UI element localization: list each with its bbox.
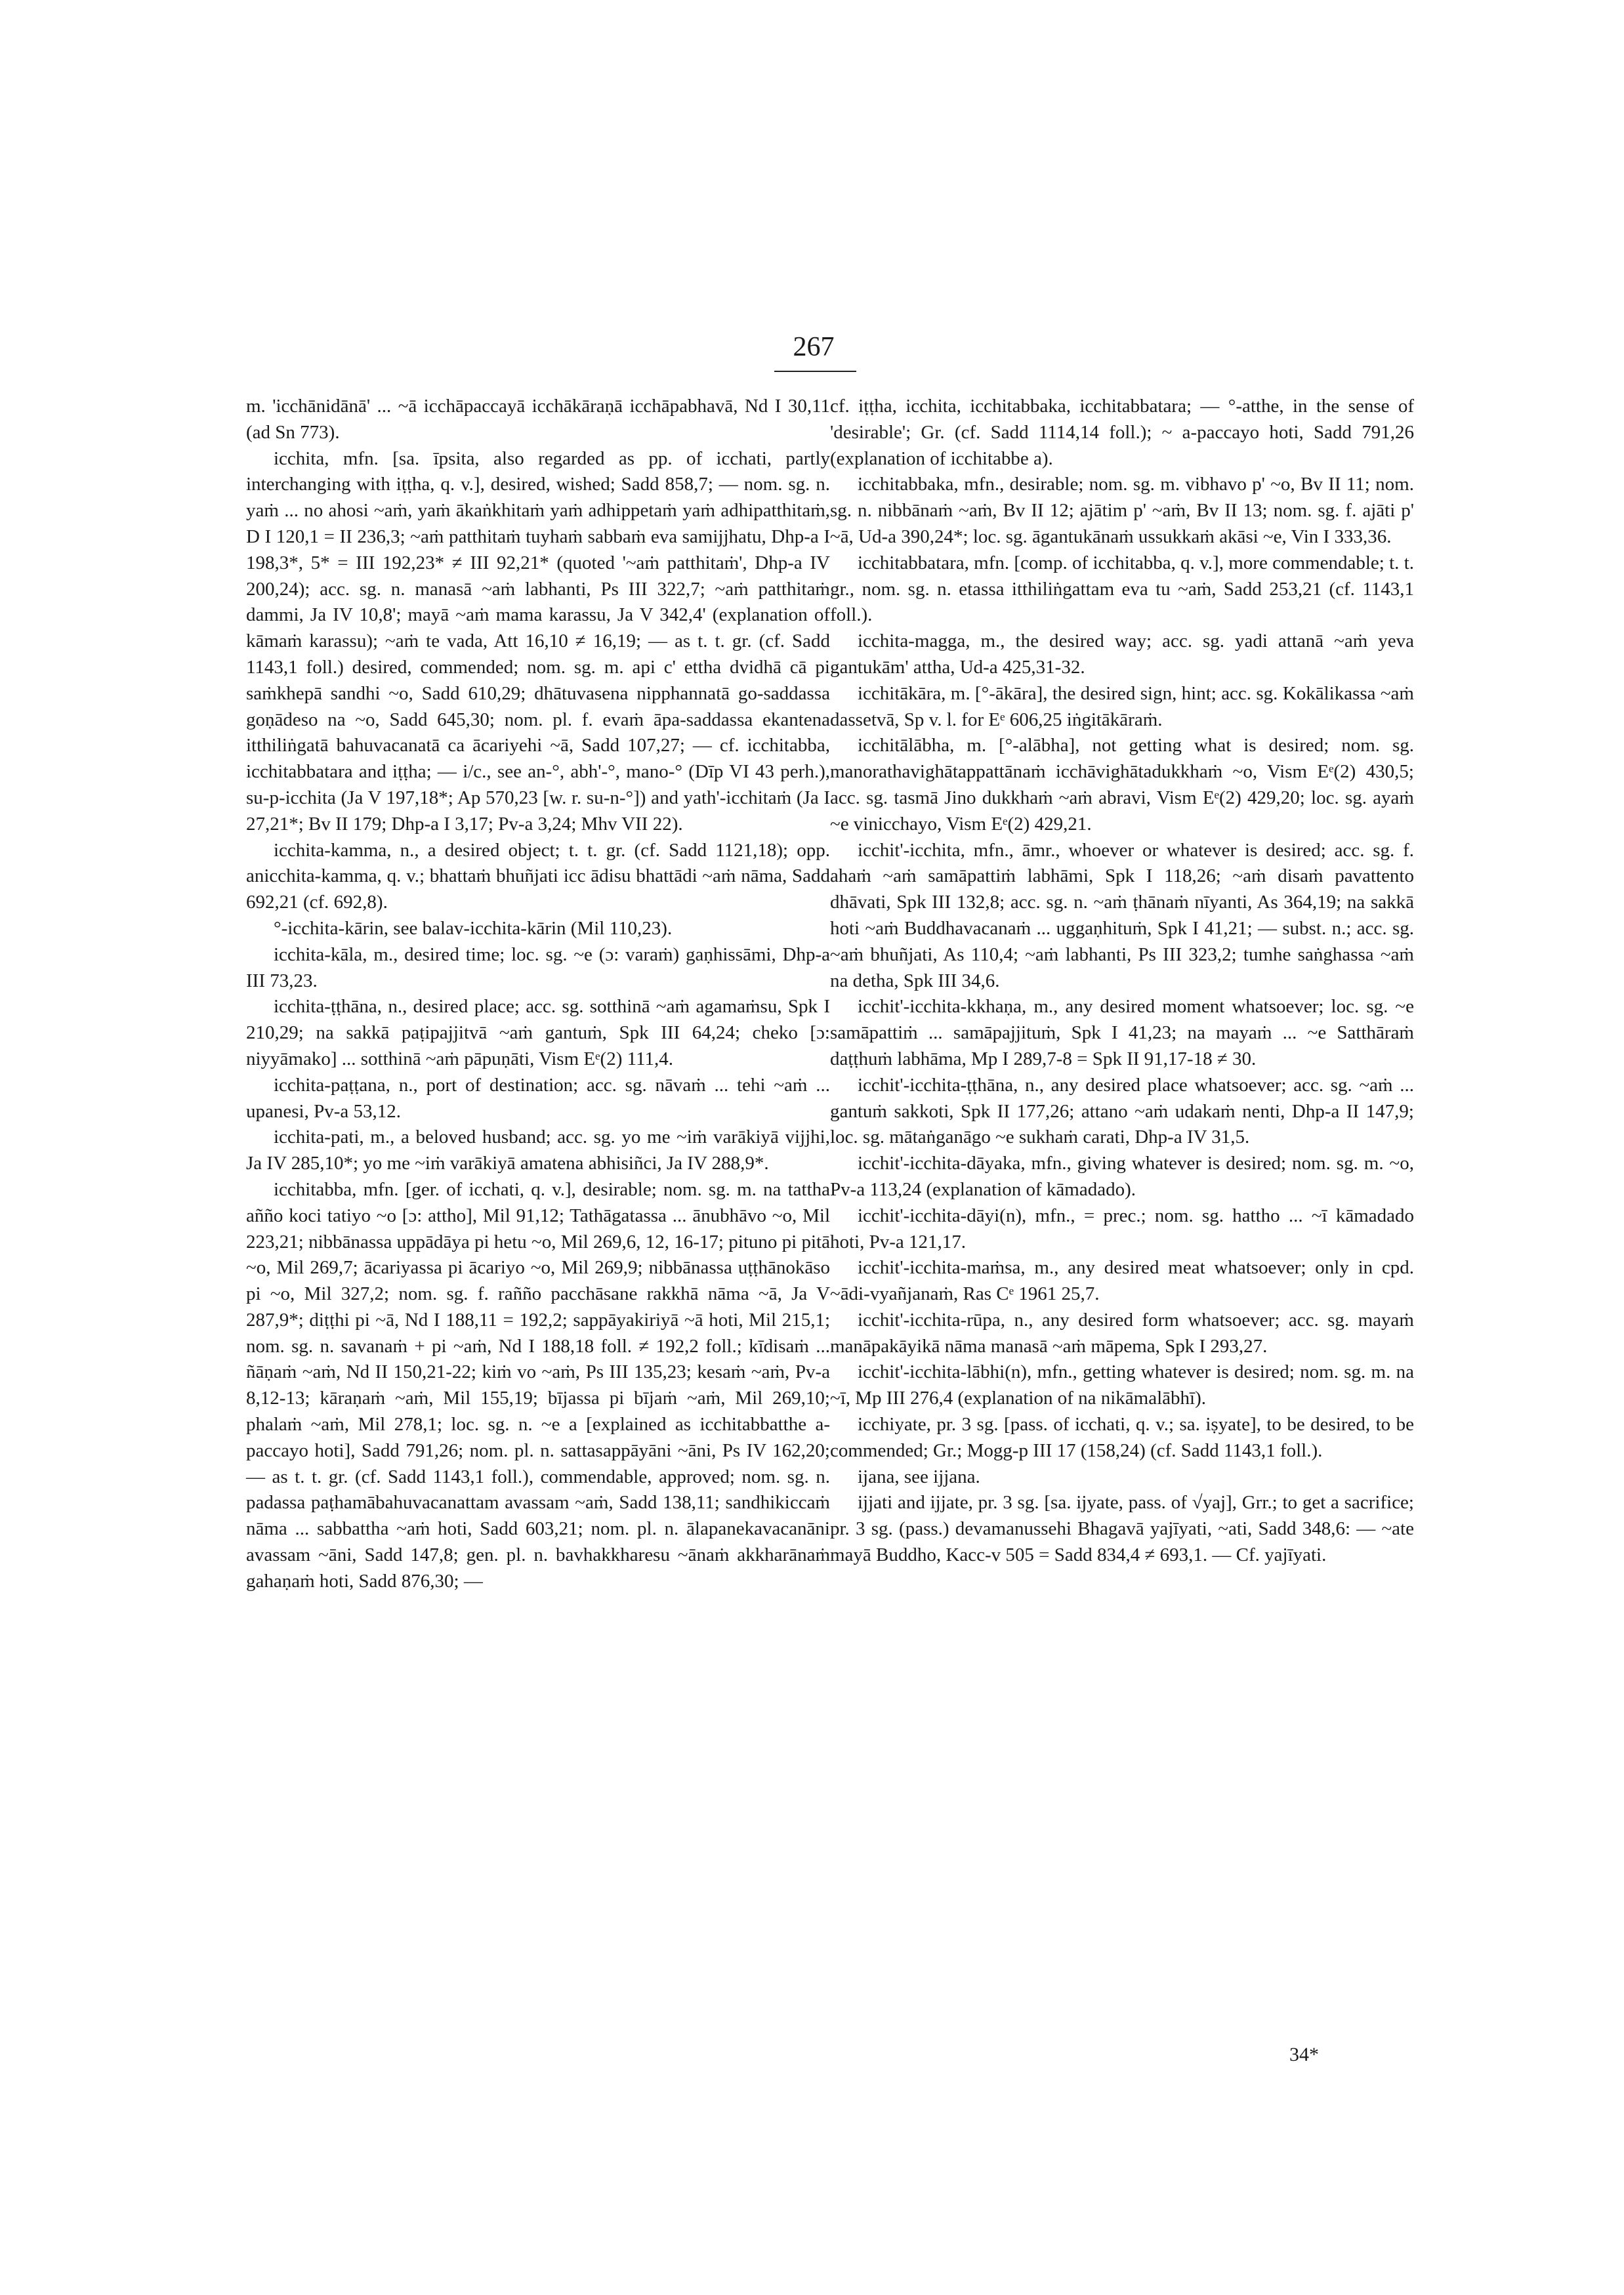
entry-icchitakara: icchitākāra, m. [°-ākāra], the desired sign, hint; acc. sg. Kokālikassa ~aṁ dassetvā, Sp v. l. for Eᵉ 606,25 iṅgitākāraṁ. bbox=[830, 682, 1414, 730]
entry-icchita-pattana: icchita-paṭṭana, n., port of destination; acc. sg. nāvaṁ ... tehi ~aṁ ... upanesi, Pv-a 53,12. bbox=[246, 1074, 830, 1122]
entry-icchit-icchita: icchit'-icchita, mfn., āmr., whoever or whatever is desired; acc. sg. f. ahaṁ ~aṁ samāpattiṁ labhāmi, Spk I 118,26; ~aṁ disaṁ pavattento dhāvati, Spk III 132,8; acc. sg. n. ~aṁ ṭhānaṁ nīyanti, As 364,19; na sakkā hoti ~aṁ Buddhavacanaṁ ... uggaṇhituṁ, Spk I 41,21; — subst. n.; acc. sg. ~aṁ bhuñjati, As 110,4; ~aṁ labhanti, Ps III 323,2; tumhe saṅghassa ~aṁ na detha, Spk III 34,6. bbox=[830, 839, 1414, 991]
entry-icchit-icchita-kkhana: icchit'-icchita-kkhaṇa, m., any desired moment whatsoever; loc. sg. ~e samāpattiṁ ... samāpajjituṁ, Spk I 41,23; na mayaṁ ... ~e Satthāraṁ daṭṭhuṁ labhāma, Mp I 289,7-8 = Spk II 91,17-18 ≠ 30. bbox=[830, 996, 1414, 1069]
entry-icchita: icchita, mfn. [sa. īpsita, also regarded as pp. of icchati, partly interchanging with iṭṭha, q. v.], desired, wished; Sadd 858,7; — nom. sg. n. yaṁ ... no ahosi ~aṁ, yaṁ ākaṅkhitaṁ yaṁ adhippetaṁ yaṁ adhipatthitaṁ, D I 120,1 = II 236,3; ~aṁ patthitaṁ tuyhaṁ sabbaṁ eva samijjhatu, Dhp-a I 198,3*, 5* = III 192,23* ≠ III 92,21* (quoted '~aṁ patthitaṁ', Dhp-a IV 200,24); acc. sg. n. manasā ~aṁ labhanti, Ps III 322,7; ~aṁ patthitaṁ dammi, Ja IV 10,8'; mayā ~aṁ mama karassu, Ja V 342,4' (explanation of kāmaṁ karassu); ~aṁ te vada, Att 16,10 ≠ 16,19; — as t. t. gr. (cf. Sadd 1143,1 foll.) desired, commended; nom. sg. m. api c' ettha dvidhā cā pi saṁkhepā sandhi ~o, Sadd 610,29; dhātuvasena nipphannatā go-saddassa goṇādeso na ~o, Sadd 645,30; nom. pl. f. evaṁ āpa-saddassa ekantena itthiliṅgatā bahuvacanatā ca ācariyehi ~ā, Sadd 107,27; — cf. icchitabba, icchitabbatara and iṭṭha; — i/c., see an-°, abh'-°, mano-° (Dīp VI 43 perh.), su-p-icchita (Ja V 197,18*; Ap 570,23 [w. r. su-n-°]) and yath'-icchitaṁ (Ja I 27,21*; Bv II 179; Dhp-a I 3,17; Pv-a 3,24; Mhv VII 22). bbox=[246, 447, 830, 835]
entry-icchit-icchita-tthana: icchit'-icchita-ṭṭhāna, n., any desired place whatsoever; acc. sg. ~aṁ ... gantuṁ sakkoti, Spk II 177,26; attano ~aṁ udakaṁ nenti, Dhp-a II 147,9; loc. sg. mātaṅganāgo ~e sukhaṁ carati, Dhp-a IV 31,5. bbox=[830, 1074, 1414, 1148]
entry-icchiyate: icchiyate, pr. 3 sg. [pass. of icchati, q. v.; sa. iṣyate], to be desired, to be commended; Gr.; Mogg-p III 17 (158,24) (cf. Sadd 1143,1 foll.). bbox=[830, 1414, 1414, 1461]
entry-icchit-icchita-dayin: icchit'-icchita-dāyi(n), mfn., = prec.; nom. sg. hattho ... ~ī kāmadado hoti, Pv-a 121,17. bbox=[830, 1205, 1414, 1252]
right-column bbox=[830, 394, 1414, 1569]
entry-ijana: ijana, see ijjana. bbox=[858, 1466, 980, 1487]
entry-icchit-icchita-labhin: icchit'-icchita-lābhi(n), mfn., getting whatever is desired; nom. sg. m. na ~ī, Mp III 276,4 (explanation of na nikāmalābhī). bbox=[830, 1361, 1414, 1409]
entry-continuation: m. 'icchānidānā' ... ~ā icchāpaccayā icchākāraṇā icchāpabhavā, Nd I 30,11 (ad Sn 773). bbox=[246, 396, 830, 443]
entry-icchit-icchita-mamsa: icchit'-icchita-maṁsa, m., any desired meat whatsoever; only in cpd. ~ādi-vyañjanaṁ, Ras Cᵉ 1961 25,7. bbox=[830, 1257, 1414, 1305]
entry-icchit-icchita-dayaka: icchit'-icchita-dāyaka, mfn., giving whatever is desired; nom. sg. m. ~o, Pv-a 113,24 (explanation of kāmadado). bbox=[830, 1153, 1414, 1200]
entry-icchitalabha: icchitālābha, m. [°-alābha], not getting what is desired; nom. sg. manorathavighātappattānaṁ icchāvighātadukkhaṁ ~o, Vism Eᵉ(2) 430,5; acc. sg. tasmā Jino dukkhaṁ ~aṁ abravi, Vism Eᵉ(2) 429,20; loc. sg. ayaṁ ~e vinicchayo, Vism Eᵉ(2) 429,21. bbox=[830, 735, 1414, 835]
entry-icchita-pati: icchita-pati, m., a beloved husband; acc. sg. yo me ~iṁ varākiyā vijjhi, Ja IV 285,10*; yo me ~iṁ varākiyā amatena abhisiñci, Ja IV 288,9*. bbox=[246, 1127, 830, 1174]
entry-icchitabbatara: icchitabbatara, mfn. [comp. of icchitabba, q. v.], more commendable; t. t. gr., nom. sg. n. etassa itthiliṅgattam eva tu ~aṁ, Sadd 253,21 (cf. 1143,1 foll.). bbox=[830, 552, 1414, 626]
entry-ijjati: ijjati and ijjate, pr. 3 sg. [sa. ijyate, pass. of √yaj], Grr.; to get a sacrifice; pr. 3 sg. (pass.) devamanussehi Bhagavā yajīyati, ~ati, Sadd 348,6: — ~ate mayā Buddho, Kacc-v 505 = Sadd 834,4 ≠ 693,1. — Cf. yajīyati. bbox=[830, 1492, 1414, 1566]
left-column bbox=[246, 394, 830, 1595]
entry-icchita-kala: icchita-kāla, m., desired time; loc. sg. ~e (ɔ: varaṁ) gaṇhissāmi, Dhp-a III 73,23. bbox=[246, 943, 830, 991]
entry-icchita-kamma: icchita-kamma, n., a desired object; t. t. gr. (cf. Sadd 1121,18); opp. anicchita-kamma, q. v.; bhattaṁ bhuñjati icc ādisu bhattādi ~aṁ nāma, Sadd 692,21 (cf. 692,8). bbox=[246, 839, 830, 913]
entry-icchitabba: icchitabba, mfn. [ger. of icchati, q. v.], desirable; nom. sg. m. na tattha añño koci tatiyo ~o [ɔ: attho], Mil 91,12; Tathāgatassa ... ānubhāvo ~o, Mil 223,21; nibbānassa uppādāya pi hetu ~o, Mil 269,6, 12, 16-17; pituno pi pitā ~o, Mil 269,7; ācariyassa pi ācariyo ~o, Mil 269,9; nibbānassa uṭṭhānokāso pi ~o, Mil 327,2; nom. sg. f. rañño pacchāsane rakkhā nāma ~ā, Ja V 287,9*; diṭṭhi pi ~ā, Nd I 188,11 = 192,2; sappāyakiriyā ~ā hoti, Mil 215,1; nom. sg. n. savanaṁ + pi ~aṁ, Nd I 188,18 foll. ≠ 192,2 foll.; kīdisaṁ ... ñāṇaṁ ~aṁ, Nd II 150,21-22; kiṁ vo ~aṁ, Ps III 135,23; kesaṁ ~aṁ, Pv-a 8,12-13; kāraṇaṁ ~aṁ, Mil 155,19; bījassa pi bījaṁ ~aṁ, Mil 269,10; phalaṁ ~aṁ, Mil 278,1; loc. sg. n. ~e a [explained as icchitabbatthe a-paccayo hoti], Sadd 791,26; nom. pl. n. sattasappāyāni ~āni, Ps IV 162,20; — as t. t. gr. (cf. Sadd 1143,1 foll.), commendable, approved; nom. sg. n. padassa paṭhamābahuvacanattam avassam ~aṁ, Sadd 138,11; sandhikiccaṁ nāma ... sabbattha ~aṁ hoti, Sadd 603,21; nom. pl. n. ālapanekavacanāni avassam ~āni, Sadd 147,8; gen. pl. n. bavhakkharesu ~ānaṁ akkharānaṁ gahaṇaṁ hoti, Sadd 876,30; — bbox=[246, 1178, 830, 1592]
entry-continuation: cf. iṭṭha, icchita, icchitabbaka, icchitabbatara; — °-atthe, in the sense of 'desirable'; Gr. (cf. Sadd 1114,14 foll.); ~ a-paccayo hoti, Sadd 791,26 (explanation of icchitabbe a). bbox=[830, 396, 1414, 469]
page-number: 267 bbox=[793, 332, 835, 362]
header-rule bbox=[774, 371, 856, 372]
entry-icchit-icchita-rupa: icchit'-icchita-rūpa, n., any desired form whatsoever; acc. sg. mayaṁ manāpakāyikā nāma manasā ~aṁ māpema, Spk I 293,27. bbox=[830, 1309, 1414, 1357]
entry-icchita-karin: °-icchita-kārin, see balav-icchita-kārin (Mil 110,23). bbox=[274, 917, 673, 939]
printer-signature: 34* bbox=[1289, 2044, 1319, 2065]
entry-icchita-magga: icchita-magga, m., the desired way; acc. sg. yadi attanā ~aṁ yeva gantukām' attha, Ud-a 425,31-32. bbox=[830, 631, 1414, 678]
entry-icchita-tthana: icchita-ṭṭhāna, n., desired place; acc. sg. sotthinā ~aṁ agamaṁsu, Spk I 210,29; na sakkā paṭipajjitvā ~aṁ gantuṁ, Spk III 64,24; cheko [ɔ: niyyāmako] ... sotthinā ~aṁ pāpuṇāti, Vism Eᵉ(2) 111,4. bbox=[246, 996, 830, 1069]
entry-icchitabbaka: icchitabbaka, mfn., desirable; nom. sg. m. vibhavo p' ~o, Bv II 11; nom. sg. n. nibbānaṁ ~aṁ, Bv II 12; ajātim p' ~aṁ, Bv II 13; nom. sg. f. ajāti p' ~ā, Ud-a 390,24*; loc. sg. āgantukānaṁ ussukkaṁ akāsi ~e, Vin I 333,36. bbox=[830, 474, 1414, 547]
